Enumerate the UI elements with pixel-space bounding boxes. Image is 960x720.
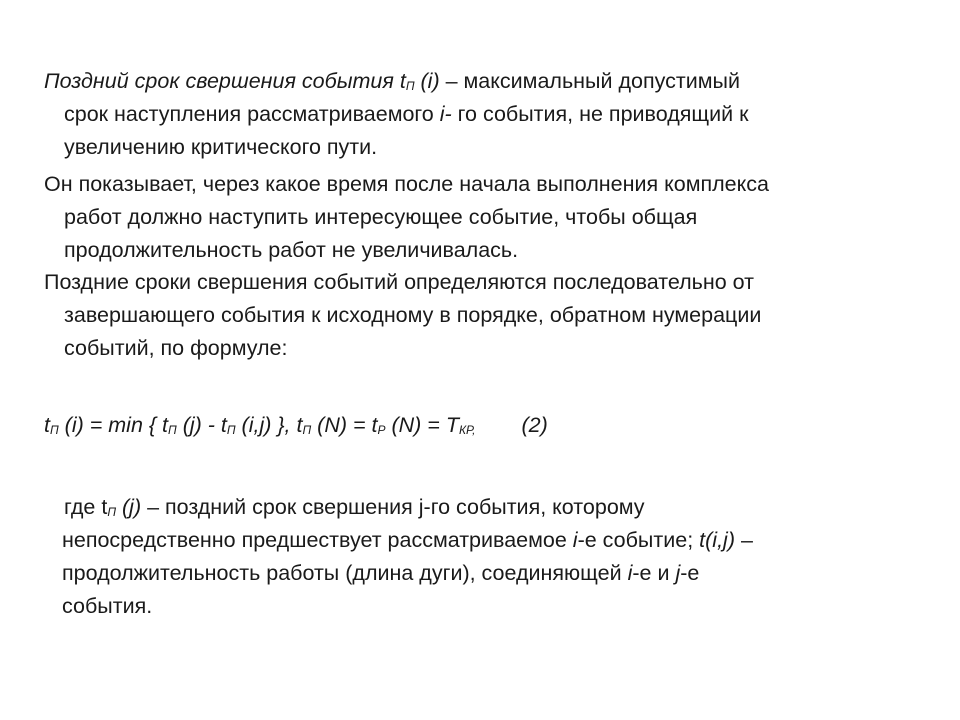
- explanation-line-3: продолжительность работ не увеличивалась.: [64, 238, 519, 262]
- explanation-paragraph: [44, 168, 769, 267]
- text-run: – поздний срок свершения j-го события, которому: [141, 495, 645, 519]
- text-run: –: [734, 528, 753, 552]
- where-line-2: [62, 524, 753, 557]
- where-line-1: [64, 491, 753, 524]
- symbol-argument: (j): [116, 495, 142, 519]
- formula-part: t: [44, 413, 50, 437]
- formula: [44, 409, 548, 442]
- formula-subscript: П: [226, 423, 236, 437]
- where-paragraph: [64, 491, 753, 623]
- formula-expression: [44, 413, 476, 437]
- symbol-t-ij: t(i,j): [699, 528, 735, 552]
- term-late-date: [44, 69, 440, 93]
- formula-part: (i,j) }, t: [235, 413, 303, 437]
- order-line-2: завершающего события к исходному в порядке, обратном нумерации: [64, 303, 762, 327]
- formula-subscript: КР,: [458, 423, 476, 437]
- text-run: -е и: [632, 561, 676, 585]
- text-run: продолжительность работы (длина дуги), соединяющей: [62, 561, 628, 585]
- text-run: где t: [64, 495, 108, 519]
- definition-line-2: [44, 98, 748, 131]
- formula-part: (N) = T: [385, 413, 459, 437]
- index-i: i-: [439, 102, 452, 126]
- text-run: го события, не приводящий к: [451, 102, 749, 126]
- term-subscript: П: [405, 79, 415, 93]
- text-run: непосредственно предшествует рассматриваемое: [62, 528, 573, 552]
- text-run: срок наступления рассматриваемого: [64, 102, 440, 126]
- explanation-line-2: работ должно наступить интересующее событие, чтобы общая: [64, 205, 698, 229]
- text-run: -е: [680, 561, 700, 585]
- order-line-1: Поздние сроки свершения событий определяются последовательно от: [44, 270, 754, 294]
- definition-line-1: [44, 65, 748, 98]
- index-j: j: [675, 561, 681, 585]
- formula-subscript: П: [302, 423, 312, 437]
- formula-part: (j) - t: [176, 413, 227, 437]
- formula-part: (i) = min { t: [58, 413, 169, 437]
- formula-subscript: П: [168, 423, 177, 437]
- order-paragraph: [44, 266, 761, 365]
- definition-line-3: увеличению критического пути.: [64, 135, 378, 159]
- formula-subscript: П: [49, 423, 59, 437]
- formula-subscript: Р: [377, 423, 386, 437]
- definition-paragraph: [44, 65, 748, 164]
- term-text: Поздний срок свершения события t: [44, 69, 406, 93]
- formula-number: (2): [521, 413, 548, 437]
- formula-part: (N) = t: [311, 413, 378, 437]
- term-argument: (i): [414, 69, 440, 93]
- index-i: i: [627, 561, 633, 585]
- where-line-3: [62, 557, 753, 590]
- symbol-subscript: П: [107, 505, 117, 519]
- index-i: i: [572, 528, 578, 552]
- explanation-line-1: Он показывает, через какое время после начала выполнения комплекса: [44, 172, 769, 196]
- order-line-3: событий, по формуле:: [64, 336, 288, 360]
- where-line-4: события.: [62, 594, 153, 618]
- definition-text: – максимальный допустимый: [439, 69, 740, 93]
- text-run: -е событие;: [577, 528, 700, 552]
- symbol-t: [107, 495, 141, 519]
